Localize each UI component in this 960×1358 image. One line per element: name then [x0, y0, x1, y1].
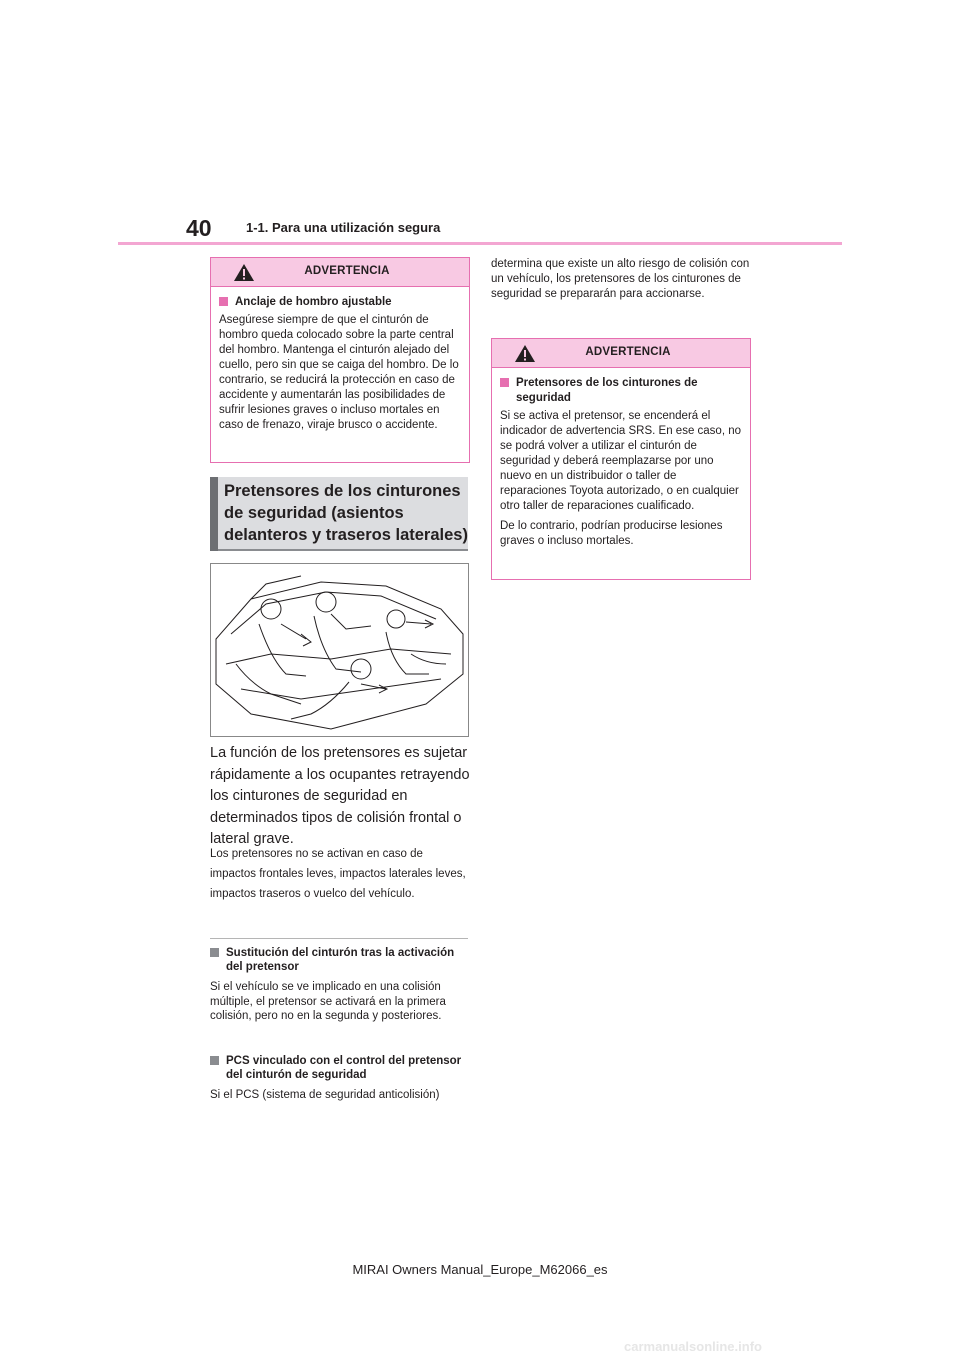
warning-label: ADVERTENCIA [304, 265, 390, 277]
divider [210, 938, 468, 939]
warning-title-text: Pretensores de los cinturones de seguridad [516, 377, 698, 404]
bullet-square-icon [219, 297, 228, 306]
car-cutaway-drawing [211, 564, 468, 736]
page-number: 40 [186, 215, 212, 241]
subsection-title-text: Sustitución del cinturón tras la activación del pretensor [226, 947, 455, 973]
section-heading [210, 477, 468, 551]
section-header: 1-1. Para una utilización segura [246, 220, 441, 235]
footer: MIRAI Owners Manual_Europe_M62066_es [352, 1262, 608, 1277]
section-heading-text: Pretensores de los cinturones de seguridad (asientos delanteros y traseros laterales) [224, 482, 468, 544]
subsection-title-pcs [210, 1054, 472, 1082]
header-rule [118, 242, 842, 245]
warning-box-anclaje [210, 257, 470, 463]
body-paragraph: La función de los pretensores es sujetar rápidamente a los ocupantes retrayendo los cinturones de seguridad en determinados tipos de colisión frontal o lateral grave. [210, 745, 470, 847]
subsection-text-pcs: Si el PCS (sistema de seguridad anticolisión) [210, 1089, 440, 1101]
warning-title [500, 376, 742, 406]
subsection-title-sustitucion [210, 946, 472, 974]
note-paragraph: Los pretensores no se activan en caso de impactos frontales leves, impactos laterales leves, impactos traseros o vuelco del vehículo. [210, 848, 466, 900]
warning-text: Asegúrese siempre de que el cinturón de hombro queda colocado sobre la parte central del hombro. Mantenga el cinturón alejado del cuello, pero sin que se caiga del hombro. De lo contrario, se reducirá la protección en caso de accidente y aumentarán las posibilidades de sufrir lesiones graves o incluso mortales en caso de frenazo, viraje brusco o accidente. [219, 314, 459, 431]
warning-header [492, 339, 750, 368]
bullet-square-icon [210, 948, 219, 957]
warning-box-pretensores [491, 338, 751, 580]
subsection-text-sustitucion: Si el vehículo se ve implicado en una colisión múltiple, el pretensor se activará en la primera colisión, pero no en la segunda y posteriores. [210, 981, 446, 1022]
warning-label: ADVERTENCIA [585, 346, 671, 358]
warning-header [211, 258, 469, 287]
subsection-title-text: PCS vinculado con el control del pretensor del cinturón de seguridad [226, 1055, 462, 1081]
bullet-square-icon [210, 1056, 219, 1065]
seatbelt-pretensioner-illustration [210, 563, 469, 737]
warning-text-2: De lo contrario, podrían producirse lesiones graves o incluso mortales. [500, 520, 723, 547]
warning-title-text: Anclaje de hombro ajustable [235, 296, 392, 308]
watermark: carmanualsonline.info [624, 1339, 762, 1354]
continuation-paragraph: determina que existe un alto riesgo de colisión con un vehículo, los pretensores de los cinturones de seguridad se prepararán para accionarse. [491, 258, 750, 300]
bullet-square-icon [500, 378, 509, 387]
warning-title [219, 295, 461, 310]
heading-bar [210, 477, 218, 551]
warning-text-1: Si se activa el pretensor, se encenderá el indicador de advertencia SRS. En ese caso, no se podrá volver a utilizar el cinturón de seguridad y deberá reemplazarse por uno nuevo en un distribuidor o taller de reparaciones Toyota autorizado, o en cualquier otro taller de reparaciones cualificado. [500, 410, 742, 512]
